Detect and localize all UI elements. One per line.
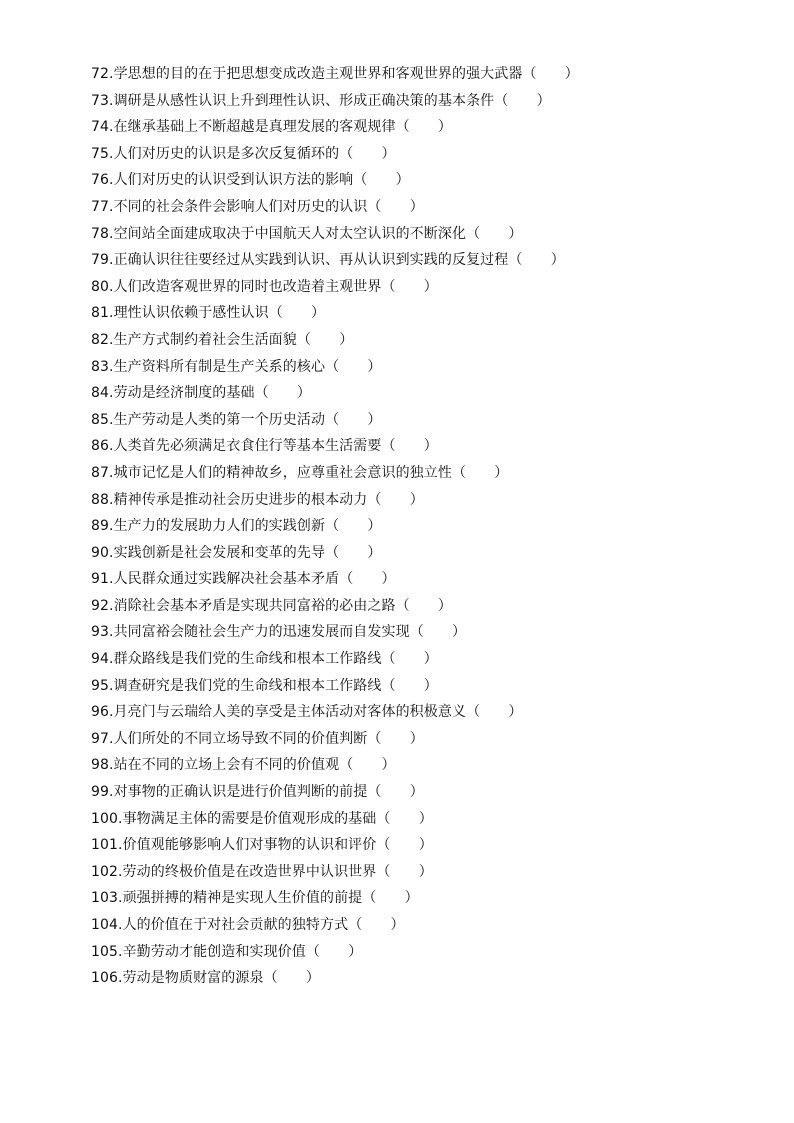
question-item bbox=[91, 673, 741, 700]
question-text: 价值观能够影响人们对事物的认识和评价 bbox=[122, 837, 377, 854]
question-text: 辛勤劳动才能创造和实现价值 bbox=[122, 943, 306, 960]
question-text: 人们所处的不同立场导致不同的价值判断 bbox=[113, 730, 368, 747]
question-text: 消除社会基本矛盾是实现共同富裕的必由之路 bbox=[113, 597, 396, 614]
question-text: 站在不同的立场上会有不同的价值观 bbox=[113, 757, 340, 774]
question-text: 调查研究是我们党的生命线和根本工作路线 bbox=[113, 677, 382, 694]
question-text: 人们对历史的认识是多次反复循环的 bbox=[113, 145, 340, 162]
answer-blank[interactable]: （ ） bbox=[305, 943, 363, 960]
question-text: 调研是从感性认识上升到理性认识、形成正确决策的基本条件 bbox=[113, 92, 495, 109]
answer-blank[interactable]: （ ） bbox=[353, 172, 410, 189]
question-number: 78. bbox=[91, 225, 114, 242]
question-text: 在继承基础上不断超越是真理发展的客观规律 bbox=[113, 119, 396, 136]
answer-blank[interactable]: （ ） bbox=[451, 464, 509, 481]
question-number: 95. bbox=[91, 677, 114, 694]
answer-blank[interactable]: （ ） bbox=[296, 331, 354, 348]
question-number: 101. bbox=[91, 837, 123, 854]
question-item bbox=[91, 779, 741, 806]
question-item bbox=[91, 806, 741, 833]
answer-blank[interactable]: （ ） bbox=[494, 92, 551, 109]
question-item bbox=[91, 380, 741, 407]
question-item bbox=[91, 885, 741, 912]
answer-blank[interactable]: （ ） bbox=[254, 385, 311, 402]
question-number: 90. bbox=[91, 544, 114, 561]
answer-blank[interactable]: （ ） bbox=[376, 837, 433, 854]
question-text: 生产方式制约着社会生活面貌 bbox=[113, 331, 297, 348]
question-text: 对事物的正确认识是进行价值判断的前提 bbox=[113, 784, 368, 801]
question-number: 89. bbox=[91, 518, 114, 535]
question-number: 92. bbox=[91, 597, 114, 614]
question-number: 97. bbox=[91, 730, 114, 747]
answer-blank[interactable]: （ ） bbox=[367, 730, 424, 747]
question-item bbox=[91, 566, 741, 593]
question-item bbox=[91, 141, 741, 168]
answer-blank[interactable]: （ ） bbox=[325, 544, 382, 561]
question-text: 实践创新是社会发展和变革的先导 bbox=[113, 544, 326, 561]
question-number: 86. bbox=[91, 438, 114, 455]
question-text: 劳动的终极价值是在改造世界中认识世界 bbox=[122, 863, 377, 880]
question-number: 84. bbox=[91, 385, 114, 402]
question-item bbox=[91, 88, 741, 115]
question-number: 93. bbox=[91, 624, 114, 641]
answer-blank[interactable]: （ ） bbox=[409, 624, 467, 641]
question-number: 76. bbox=[91, 172, 114, 189]
answer-blank[interactable]: （ ） bbox=[367, 784, 424, 801]
question-text: 事物满足主体的需要是价值观形成的基础 bbox=[122, 810, 377, 827]
answer-blank[interactable]: （ ） bbox=[325, 358, 382, 375]
question-text: 人的价值在于对社会贡献的独特方式 bbox=[122, 917, 349, 933]
question-item bbox=[91, 646, 741, 673]
answer-blank[interactable]: （ ） bbox=[395, 119, 452, 136]
question-item bbox=[91, 593, 741, 620]
question-number: 87. bbox=[91, 464, 114, 481]
answer-blank[interactable]: （ ） bbox=[376, 810, 433, 827]
question-item bbox=[91, 619, 741, 646]
question-item bbox=[91, 327, 741, 354]
answer-blank[interactable]: （ ） bbox=[466, 225, 523, 242]
answer-blank[interactable]: （ ） bbox=[325, 411, 382, 428]
question-text: 正确认识往往要经过从实践到认识、再从认识到实践的反复过程 bbox=[113, 252, 509, 269]
question-text: 共同富裕会随社会生产力的迅速发展而自发实现 bbox=[113, 624, 410, 641]
question-number: 94. bbox=[91, 651, 114, 668]
question-number: 91. bbox=[91, 571, 114, 588]
answer-blank[interactable]: （ ） bbox=[339, 757, 396, 774]
question-text: 人民群众通过实践解决社会基本矛盾 bbox=[113, 571, 340, 588]
question-number: 83. bbox=[91, 358, 114, 375]
question-number: 81. bbox=[91, 305, 114, 322]
question-item bbox=[91, 832, 741, 859]
question-text: 顽强拼搏的精神是实现人生价值的前提 bbox=[122, 890, 363, 907]
question-text: 学思想的目的在于把思想变成改造主观世界和客观世界的强大武器 bbox=[113, 66, 523, 82]
answer-blank[interactable]: （ ） bbox=[367, 491, 424, 508]
answer-blank[interactable]: （ ） bbox=[466, 704, 523, 721]
question-item bbox=[91, 274, 741, 301]
question-item bbox=[91, 726, 741, 753]
answer-blank[interactable]: （ ） bbox=[339, 571, 396, 588]
question-item bbox=[91, 939, 741, 966]
question-item bbox=[91, 167, 741, 194]
question-item bbox=[91, 221, 741, 248]
question-item bbox=[91, 540, 741, 567]
question-text: 理性认识依赖于感性认识 bbox=[113, 305, 269, 322]
question-number: 102. bbox=[91, 863, 123, 880]
question-number: 104. bbox=[91, 917, 123, 933]
question-text: 群众路线是我们党的生命线和根本工作路线 bbox=[113, 651, 382, 668]
question-item bbox=[91, 194, 741, 221]
question-item bbox=[91, 965, 741, 992]
question-number: 96. bbox=[91, 704, 114, 721]
question-number: 79. bbox=[91, 252, 114, 269]
question-item bbox=[91, 859, 741, 886]
question-number: 99. bbox=[91, 784, 114, 801]
question-number: 77. bbox=[91, 198, 114, 215]
question-text: 生产劳动是人类的第一个历史活动 bbox=[113, 411, 326, 428]
question-text: 劳动是物质财富的源泉 bbox=[122, 970, 264, 987]
answer-blank[interactable]: （ ） bbox=[325, 518, 382, 535]
question-number: 106. bbox=[91, 970, 123, 987]
question-number: 98. bbox=[91, 757, 114, 774]
question-text: 人们改造客观世界的同时也改造着主观世界 bbox=[113, 278, 382, 295]
question-text: 人们对历史的认识受到认识方法的影响 bbox=[113, 172, 354, 189]
answer-blank[interactable]: （ ） bbox=[381, 278, 438, 295]
answer-blank[interactable]: （ ） bbox=[376, 863, 433, 880]
question-text: 生产资料所有制是生产关系的核心 bbox=[113, 358, 326, 375]
question-item bbox=[91, 513, 741, 540]
question-text: 月亮门与云瑞给人美的享受是主体活动对客体的积极意义 bbox=[113, 704, 467, 721]
answer-blank[interactable]: （ ） bbox=[522, 66, 579, 82]
question-item bbox=[91, 433, 741, 460]
question-text: 不同的社会条件会影响人们对历史的认识 bbox=[113, 198, 368, 215]
answer-blank[interactable]: （ ） bbox=[381, 651, 438, 668]
answer-blank[interactable]: （ ） bbox=[268, 305, 326, 322]
question-text: 人类首先必须满足衣食住行等基本生活需要 bbox=[113, 438, 382, 455]
question-number: 88. bbox=[91, 491, 114, 508]
question-text: 精神传承是推动社会历史进步的根本动力 bbox=[113, 491, 368, 508]
question-item bbox=[91, 487, 741, 514]
question-item bbox=[91, 247, 741, 274]
answer-blank[interactable]: （ ） bbox=[395, 597, 452, 614]
question-number: 73. bbox=[91, 92, 114, 109]
question-text: 城市记忆是人们的精神故乡，应尊重社会意识的独立性 bbox=[113, 464, 452, 481]
answer-blank[interactable]: （ ） bbox=[367, 198, 424, 215]
question-number: 105. bbox=[91, 943, 123, 960]
answer-blank[interactable]: （ ） bbox=[381, 677, 438, 694]
question-list bbox=[91, 61, 741, 992]
answer-blank[interactable]: （ ） bbox=[348, 917, 405, 933]
question-item bbox=[91, 300, 741, 327]
question-item bbox=[91, 460, 741, 487]
question-item bbox=[91, 752, 741, 779]
question-number: 85. bbox=[91, 411, 114, 428]
question-number: 103. bbox=[91, 890, 123, 907]
answer-blank[interactable]: （ ） bbox=[263, 970, 320, 987]
question-number: 74. bbox=[91, 119, 114, 136]
question-text: 生产力的发展助力人们的实践创新 bbox=[113, 518, 326, 535]
question-text: 劳动是经济制度的基础 bbox=[113, 385, 255, 402]
question-number: 75. bbox=[91, 145, 114, 162]
answer-blank[interactable]: （ ） bbox=[339, 145, 396, 162]
answer-blank[interactable]: （ ） bbox=[362, 890, 419, 907]
question-number: 82. bbox=[91, 331, 114, 348]
answer-blank[interactable]: （ ） bbox=[381, 438, 438, 455]
question-item bbox=[91, 354, 741, 381]
question-item bbox=[91, 912, 741, 939]
question-text: 空间站全面建成取决于中国航天人对太空认识的不断深化 bbox=[113, 225, 467, 242]
question-number: 100. bbox=[91, 810, 123, 827]
answer-blank[interactable]: （ ） bbox=[508, 252, 565, 269]
question-item bbox=[91, 114, 741, 141]
question-item bbox=[91, 699, 741, 726]
question-number: 72. bbox=[91, 66, 114, 82]
question-number: 80. bbox=[91, 278, 114, 295]
question-item bbox=[91, 61, 741, 88]
question-item bbox=[91, 407, 741, 434]
